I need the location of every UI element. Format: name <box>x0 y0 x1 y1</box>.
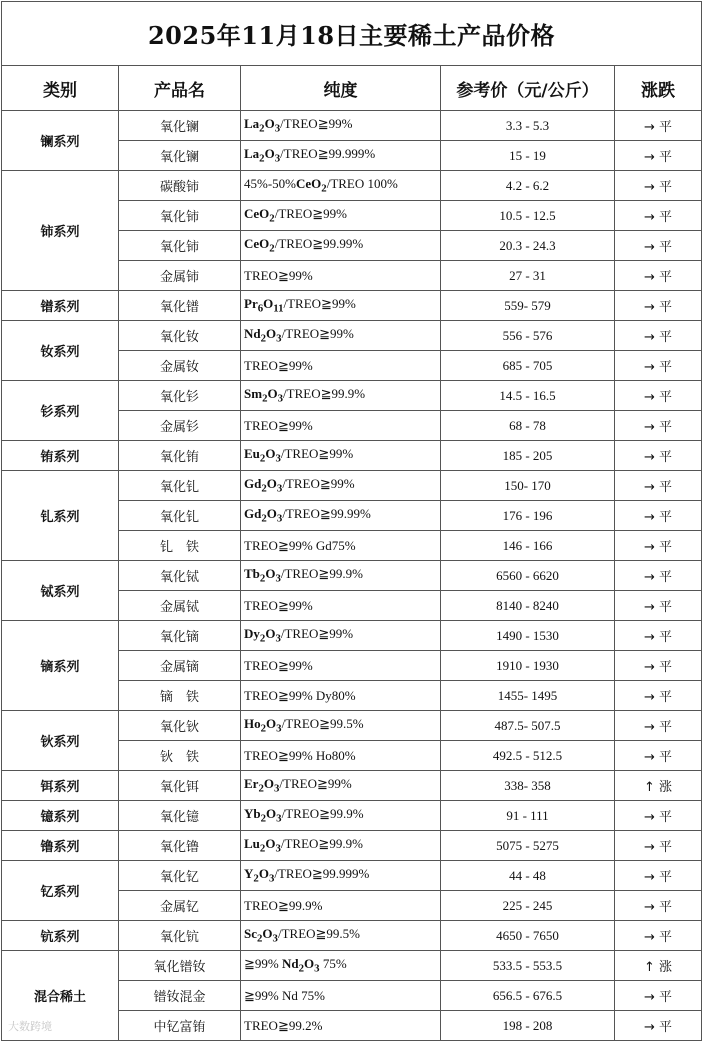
category-cell: 镥系列 <box>2 831 119 861</box>
product-name-cell: 氧化钕 <box>119 321 241 351</box>
formula-subscript: 3 <box>276 332 282 345</box>
formula-subscript: 2 <box>260 332 267 345</box>
product-name-cell: 金属钐 <box>119 411 241 441</box>
purity-text: Nd <box>244 326 261 342</box>
purity-cell <box>241 621 441 651</box>
category-cell: 钪系列 <box>2 921 119 951</box>
purity-text: ≧99% <box>244 956 282 972</box>
formula-subscript: 2 <box>269 212 275 225</box>
price-cell: 185 - 205 <box>441 441 615 471</box>
product-name-cell: 氧化钆 <box>119 501 241 531</box>
product-name-cell: 金属铽 <box>119 591 241 621</box>
purity-text: O <box>263 296 274 312</box>
category-cell: 铒系列 <box>2 771 119 801</box>
formula-subscript: 3 <box>274 122 281 135</box>
purity-text: Gd <box>244 506 262 522</box>
price-cell: 559- 579 <box>441 291 615 321</box>
price-cell: 338- 358 <box>441 771 615 801</box>
purity-text: /TREO≧99% <box>282 476 355 492</box>
formula-subscript: 2 <box>259 572 266 585</box>
header-product: 产品名 <box>119 66 241 111</box>
table-row <box>2 381 702 411</box>
price-cell: 176 - 196 <box>441 501 615 531</box>
purity-cell <box>241 951 441 981</box>
purity-text: /TREO≧99% <box>281 326 354 342</box>
formula-subscript: 3 <box>275 572 281 585</box>
product-name-cell: 氧化钬 <box>119 711 241 741</box>
category-cell: 镝系列 <box>2 621 119 711</box>
formula-subscript: 2 <box>257 932 263 945</box>
purity-cell <box>241 981 441 1011</box>
price-cell: 4.2 - 6.2 <box>441 171 615 201</box>
purity-text: /TREO 100% <box>326 176 398 192</box>
change-cell: → 平 <box>615 561 702 591</box>
purity-text: Dy <box>244 626 260 642</box>
purity-text: /TREO≧99.5% <box>277 926 360 942</box>
purity-text: /TREO≧99.99% <box>274 236 364 252</box>
table-row <box>2 801 702 831</box>
price-cell: 20.3 - 24.3 <box>441 231 615 261</box>
change-cell: → 平 <box>615 801 702 831</box>
price-cell: 492.5 - 512.5 <box>441 741 615 771</box>
change-cell: → 平 <box>615 501 702 531</box>
header-purity: 纯度 <box>241 66 441 111</box>
purity-text: TREO≧99% <box>244 657 313 673</box>
price-cell: 27 - 31 <box>441 261 615 291</box>
formula-subscript: 3 <box>272 932 278 945</box>
purity-cell <box>241 141 441 171</box>
formula-subscript: 3 <box>276 512 283 525</box>
purity-text: O <box>264 146 275 162</box>
product-name-cell: 氧化铕 <box>119 441 241 471</box>
change-cell: → 平 <box>615 681 702 711</box>
formula-subscript: 3 <box>275 842 281 855</box>
category-cell: 镱系列 <box>2 801 119 831</box>
purity-cell <box>241 501 441 531</box>
purity-text: O <box>265 836 276 852</box>
price-cell: 68 - 78 <box>441 411 615 441</box>
table-row <box>2 291 702 321</box>
table-row <box>2 321 702 351</box>
purity-text: /TREO≧99.9% <box>283 386 366 402</box>
purity-cell <box>241 321 441 351</box>
price-cell: 91 - 111 <box>441 801 615 831</box>
purity-text: /TREO≧99.5% <box>281 716 364 732</box>
formula-subscript: 2 <box>253 872 259 885</box>
purity-text: O <box>265 566 276 582</box>
purity-cell <box>241 711 441 741</box>
table-row <box>2 171 702 201</box>
formula-subscript: 2 <box>260 722 267 735</box>
product-name-cell: 金属钕 <box>119 351 241 381</box>
purity-text: /TREO≧99% <box>279 776 352 792</box>
formula-subscript: 2 <box>298 962 305 975</box>
purity-cell <box>241 741 441 771</box>
purity-text: O <box>304 956 315 972</box>
purity-cell <box>241 831 441 861</box>
formula-subscript: 2 <box>259 122 265 135</box>
change-cell: → 平 <box>615 201 702 231</box>
formula-subscript: 3 <box>274 782 280 795</box>
purity-text: 75% <box>319 956 347 972</box>
change-cell: → 平 <box>615 591 702 621</box>
purity-text: /TREO≧99.999% <box>280 146 376 162</box>
purity-text: /TREO≧99% <box>280 116 353 132</box>
purity-text: TREO≧99% Gd75% <box>244 537 356 553</box>
formula-subscript: 3 <box>277 392 284 405</box>
formula-subscript: 2 <box>262 392 268 405</box>
change-cell: → 平 <box>615 741 702 771</box>
product-name-cell: 中钇富铕 <box>119 1011 241 1041</box>
purity-text: O <box>266 476 277 492</box>
formula-subscript: 3 <box>274 152 281 165</box>
purity-text: Sc <box>244 926 257 942</box>
formula-subscript: 2 <box>258 782 264 795</box>
product-name-cell: 氧化镱 <box>119 801 241 831</box>
purity-cell <box>241 111 441 141</box>
product-name-cell: 金属镝 <box>119 651 241 681</box>
formula-subscript: 2 <box>261 512 267 525</box>
purity-text: 45%-50% <box>244 176 296 192</box>
price-cell: 487.5- 507.5 <box>441 711 615 741</box>
change-cell: ↑ 涨 <box>615 771 702 801</box>
price-cell: 146 - 166 <box>441 531 615 561</box>
purity-text: La <box>244 116 260 132</box>
category-cell: 铽系列 <box>2 561 119 621</box>
product-name-cell: 氧化镧 <box>119 141 241 171</box>
purity-text: O <box>266 326 277 342</box>
formula-subscript: 3 <box>275 632 281 645</box>
change-cell: → 平 <box>615 291 702 321</box>
change-cell: → 平 <box>615 531 702 561</box>
formula-subscript: 3 <box>268 872 275 885</box>
purity-cell <box>241 261 441 291</box>
category-cell: 铈系列 <box>2 171 119 291</box>
change-cell: → 平 <box>615 441 702 471</box>
product-name-cell: 氧化铽 <box>119 561 241 591</box>
purity-text: O <box>262 926 273 942</box>
price-cell: 6560 - 6620 <box>441 561 615 591</box>
price-cell: 1910 - 1930 <box>441 651 615 681</box>
table-row <box>2 111 702 141</box>
formula-subscript: 2 <box>259 452 266 465</box>
purity-text: /TREO≧99.9% <box>280 566 363 582</box>
price-cell: 150- 170 <box>441 471 615 501</box>
formula-subscript: 2 <box>321 182 327 195</box>
purity-cell <box>241 411 441 441</box>
purity-text: Er <box>244 776 259 792</box>
product-name-cell: 金属钇 <box>119 891 241 921</box>
purity-text: TREO≧99% Ho80% <box>244 747 356 763</box>
purity-text: /TREO≧99% <box>283 296 356 312</box>
header-price: 参考价（元/公斤） <box>441 66 615 111</box>
category-cell: 钕系列 <box>2 321 119 381</box>
product-name-cell: 镨钕混金 <box>119 981 241 1011</box>
purity-cell <box>241 351 441 381</box>
table-row <box>2 561 702 591</box>
purity-cell <box>241 801 441 831</box>
change-cell: → 平 <box>615 141 702 171</box>
purity-text: O <box>265 446 276 462</box>
product-name-cell: 碳酸铈 <box>119 171 241 201</box>
purity-text: TREO≧99% Dy80% <box>244 687 356 703</box>
price-cell: 533.5 - 553.5 <box>441 951 615 981</box>
product-name-cell: 钆 铁 <box>119 531 241 561</box>
change-cell: → 平 <box>615 651 702 681</box>
change-cell: → 平 <box>615 411 702 441</box>
purity-cell <box>241 231 441 261</box>
price-cell: 225 - 245 <box>441 891 615 921</box>
purity-cell <box>241 531 441 561</box>
formula-subscript: 2 <box>259 842 266 855</box>
purity-cell <box>241 381 441 411</box>
purity-text: /TREO≧99% <box>280 446 354 462</box>
purity-text: /TREO≧99.99% <box>282 506 371 522</box>
purity-cell <box>241 201 441 231</box>
change-cell: → 平 <box>615 111 702 141</box>
purity-text: O <box>266 716 277 732</box>
price-cell: 556 - 576 <box>441 321 615 351</box>
purity-text: O <box>267 386 278 402</box>
purity-cell <box>241 471 441 501</box>
price-cell: 14.5 - 16.5 <box>441 381 615 411</box>
category-cell: 钐系列 <box>2 381 119 441</box>
purity-text: TREO≧99.2% <box>244 1017 323 1033</box>
table-row <box>2 471 702 501</box>
watermark: 大数跨境 <box>8 1020 52 1033</box>
purity-text: Sm <box>244 386 263 402</box>
change-cell: → 平 <box>615 831 702 861</box>
change-cell: → 平 <box>615 981 702 1011</box>
price-cell: 1490 - 1530 <box>441 621 615 651</box>
purity-cell <box>241 681 441 711</box>
purity-text: Lu <box>244 836 260 852</box>
purity-text: /TREO≧99.999% <box>274 866 370 882</box>
product-name-cell: 氧化铈 <box>119 231 241 261</box>
purity-text: TREO≧99% <box>244 597 313 613</box>
formula-subscript: 11 <box>273 302 284 315</box>
change-cell: → 平 <box>615 1011 702 1041</box>
purity-text: TREO≧99.9% <box>244 897 323 913</box>
formula-subscript: 3 <box>314 962 320 975</box>
purity-text: O <box>265 626 276 642</box>
change-cell: → 平 <box>615 471 702 501</box>
change-cell: ↑ 涨 <box>615 951 702 981</box>
product-name-cell: 氧化镧 <box>119 111 241 141</box>
purity-text: Gd <box>244 476 262 492</box>
category-cell: 铕系列 <box>2 441 119 471</box>
price-table <box>1 1 702 1041</box>
product-name-cell: 金属铈 <box>119 261 241 291</box>
change-cell: → 平 <box>615 381 702 411</box>
purity-text: Ho <box>244 716 261 732</box>
price-cell: 44 - 48 <box>441 861 615 891</box>
purity-text: Y <box>244 866 254 882</box>
purity-text: /TREO≧99.9% <box>281 806 364 822</box>
product-name-cell: 钬 铁 <box>119 741 241 771</box>
purity-cell <box>241 771 441 801</box>
product-name-cell: 氧化钪 <box>119 921 241 951</box>
table-row <box>2 831 702 861</box>
change-cell: → 平 <box>615 231 702 261</box>
purity-text: Eu <box>244 446 260 462</box>
table-row <box>2 771 702 801</box>
purity-text: TREO≧99% <box>244 267 313 283</box>
formula-subscript: 3 <box>276 722 282 735</box>
purity-text: CeO <box>244 236 270 252</box>
formula-subscript: 2 <box>259 632 266 645</box>
purity-text: O <box>263 776 274 792</box>
price-cell: 8140 - 8240 <box>441 591 615 621</box>
purity-text: O <box>264 116 275 132</box>
purity-cell <box>241 861 441 891</box>
purity-cell <box>241 441 441 471</box>
purity-cell <box>241 1011 441 1041</box>
formula-subscript: 3 <box>276 812 282 825</box>
price-cell: 1455- 1495 <box>441 681 615 711</box>
header-change: 涨跌 <box>615 66 702 111</box>
change-cell: → 平 <box>615 921 702 951</box>
purity-text: CeO <box>244 206 270 222</box>
purity-text: O <box>266 506 277 522</box>
product-name-cell: 氧化镥 <box>119 831 241 861</box>
change-cell: → 平 <box>615 891 702 921</box>
change-cell: → 平 <box>615 351 702 381</box>
purity-text: TREO≧99% <box>244 417 313 433</box>
purity-text: O <box>258 866 269 882</box>
price-cell: 3.3 - 5.3 <box>441 111 615 141</box>
purity-text: /TREO≧99.9% <box>280 836 363 852</box>
product-name-cell: 镝 铁 <box>119 681 241 711</box>
formula-subscript: 6 <box>257 302 264 315</box>
category-cell: 镨系列 <box>2 291 119 321</box>
product-name-cell: 氧化铈 <box>119 201 241 231</box>
table-row <box>2 921 702 951</box>
product-name-cell: 氧化钆 <box>119 471 241 501</box>
change-cell: → 平 <box>615 261 702 291</box>
purity-cell <box>241 171 441 201</box>
purity-cell <box>241 651 441 681</box>
purity-cell <box>241 891 441 921</box>
purity-text: /TREO≧99% <box>274 206 347 222</box>
purity-cell <box>241 561 441 591</box>
product-name-cell: 氧化镨钕 <box>119 951 241 981</box>
header-category: 类别 <box>2 66 119 111</box>
purity-text: Tb <box>244 566 260 582</box>
purity-text: TREO≧99% <box>244 357 313 373</box>
purity-text: Nd <box>281 956 299 972</box>
purity-text: Yb <box>244 806 261 822</box>
price-cell: 10.5 - 12.5 <box>441 201 615 231</box>
formula-subscript: 3 <box>276 482 283 495</box>
product-name-cell: 氧化镨 <box>119 291 241 321</box>
table-body <box>2 111 702 1041</box>
purity-cell <box>241 291 441 321</box>
price-cell: 685 - 705 <box>441 351 615 381</box>
purity-cell <box>241 591 441 621</box>
purity-text: Pr <box>244 296 258 312</box>
product-name-cell: 氧化铒 <box>119 771 241 801</box>
change-cell: → 平 <box>615 711 702 741</box>
category-cell: 镧系列 <box>2 111 119 171</box>
change-cell: → 平 <box>615 171 702 201</box>
page-title: 2025年11月18日主要稀土产品价格 <box>2 2 702 66</box>
category-cell: 混合稀土 <box>2 951 119 1041</box>
table-row <box>2 711 702 741</box>
price-cell: 5075 - 5275 <box>441 831 615 861</box>
purity-text: La <box>244 146 260 162</box>
purity-text: CeO <box>296 176 322 192</box>
change-cell: → 平 <box>615 621 702 651</box>
formula-subscript: 2 <box>260 812 267 825</box>
product-name-cell: 氧化钐 <box>119 381 241 411</box>
category-cell: 钬系列 <box>2 711 119 771</box>
formula-subscript: 2 <box>259 152 265 165</box>
table-row <box>2 951 702 981</box>
purity-cell <box>241 921 441 951</box>
price-cell: 656.5 - 676.5 <box>441 981 615 1011</box>
formula-subscript: 3 <box>275 452 281 465</box>
category-cell: 钆系列 <box>2 471 119 561</box>
table-row <box>2 621 702 651</box>
formula-subscript: 2 <box>261 482 267 495</box>
formula-subscript: 2 <box>269 242 275 255</box>
table-row <box>2 441 702 471</box>
price-cell: 4650 - 7650 <box>441 921 615 951</box>
change-cell: → 平 <box>615 321 702 351</box>
product-name-cell: 氧化镝 <box>119 621 241 651</box>
purity-text: O <box>266 806 277 822</box>
price-cell: 198 - 208 <box>441 1011 615 1041</box>
price-cell: 15 - 19 <box>441 141 615 171</box>
product-name-cell: 氧化钇 <box>119 861 241 891</box>
table-row <box>2 861 702 891</box>
category-cell: 钇系列 <box>2 861 119 921</box>
purity-text: /TREO≧99% <box>280 626 354 642</box>
purity-text: ≧99% Nd 75% <box>244 987 325 1003</box>
change-cell: → 平 <box>615 861 702 891</box>
